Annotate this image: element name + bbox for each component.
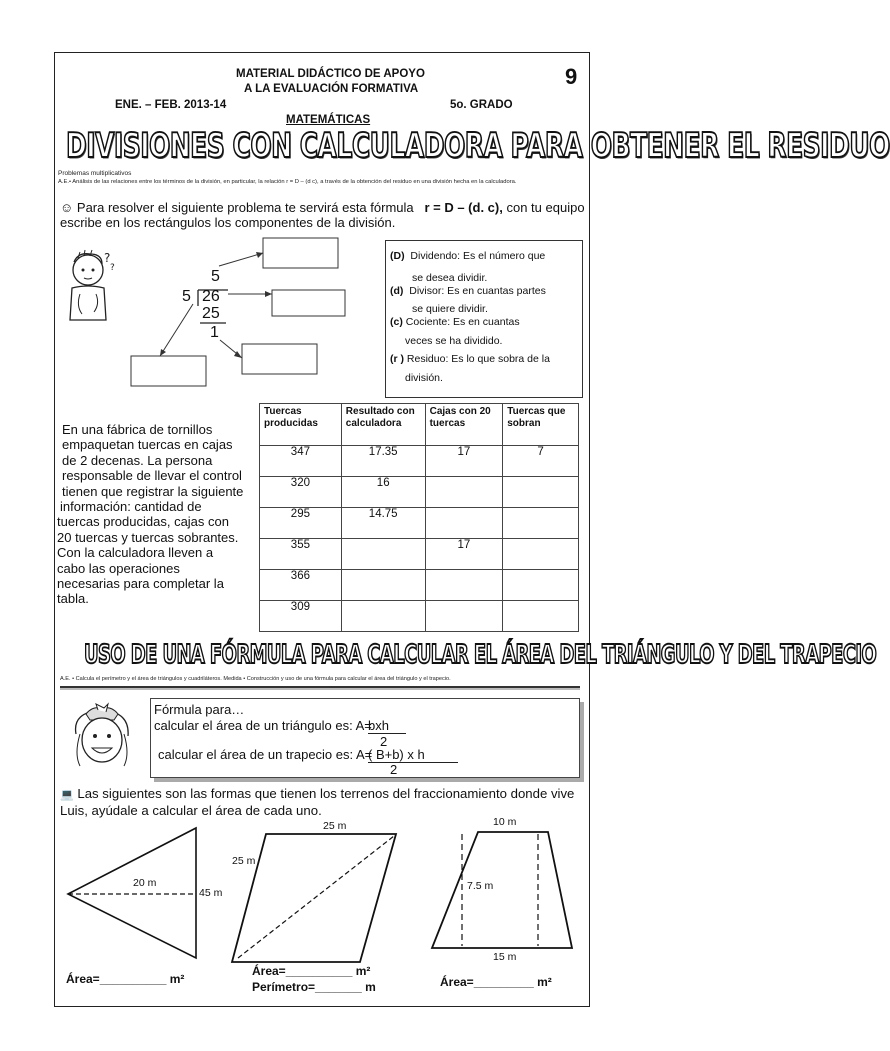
table-cell[interactable] (503, 508, 579, 539)
problem-line: En una fábrica de tornillos (62, 422, 213, 437)
shapes-figure (60, 822, 580, 972)
table-cell: 366 (260, 570, 342, 601)
parallelogram-side-label: 25 m (232, 855, 256, 867)
division-diagram (120, 230, 390, 390)
header-grade: 5o. GRADO (450, 99, 513, 111)
table-cell: 17.35 (341, 446, 425, 477)
trapezoid-formula-text: calcular el área de un trapecio es: A= (158, 747, 373, 762)
definition-remainder-line2: división. (405, 372, 443, 384)
division-product: 25 (202, 305, 220, 322)
triangle-height-label: 45 m (199, 887, 223, 899)
girl-icon (68, 704, 138, 772)
problem-line: tuercas producidas, cajas con (57, 514, 229, 530)
definition-dividend-line2: se desea dividir. (412, 272, 488, 284)
nuts-table (259, 403, 579, 632)
problem-line: 20 tuercas y tuercas sobrantes. (57, 529, 239, 545)
table-header: Cajas con 20 tuercas (425, 404, 503, 446)
problem-line: tienen que registrar la siguiente (62, 483, 244, 499)
trapezoid-height-label: 7.5 m (467, 880, 494, 892)
section1-instruction (60, 200, 585, 230)
trapezoid-formula-numerator: ( B+b) x h (368, 747, 458, 763)
triangle-base-label: 20 m (133, 877, 157, 889)
smiley-icon: ☺ (60, 200, 74, 215)
problem-line: información: cantidad de (60, 499, 202, 515)
svg-text:?: ? (104, 251, 111, 265)
table-row (260, 446, 579, 477)
problem-line: Con la calculadora lleven a (57, 545, 214, 561)
instruction-text: Para resolver el siguiente problema te servirá esta fórmula (76, 200, 414, 215)
table-cell[interactable] (425, 570, 503, 601)
table-cell[interactable]: 14.75 (341, 508, 425, 539)
formula-intro: Fórmula para… (154, 702, 245, 717)
definition-dividend: (D) Dividendo: Es el número que (390, 250, 546, 262)
definition-remainder: (r ) Residuo: Es lo que sobra de la (390, 353, 550, 365)
trapezoid-bottom-label: 15 m (493, 951, 517, 963)
problem-line: cabo las operaciones (57, 560, 180, 576)
definition-quotient-line2: veces se ha dividido. (405, 335, 503, 347)
answer-box-quotient (263, 238, 338, 268)
table-row (260, 477, 579, 508)
table-row (260, 508, 579, 539)
table-cell[interactable]: 7 (503, 446, 579, 477)
parallelogram-area-answer[interactable]: Área=__________ m² (252, 964, 371, 978)
definition-divisor-line2: se quiere dividir. (412, 303, 488, 315)
section1-topic-label: Problemas multiplicativos (58, 170, 132, 177)
problem-line: de 2 decenas. La persona (62, 452, 213, 468)
page-number: 9 (565, 64, 578, 89)
problem-line: responsable de llevar el control (62, 468, 242, 484)
problem-line: tabla. (57, 591, 89, 607)
division-remainder: 1 (210, 324, 219, 341)
section2-title: USO DE UNA FÓRMULA PARA CALCULAR EL ÁREA DEL TRIÁNGULO Y DEL TRAPECIO (84, 640, 877, 671)
definition-quotient: (c) Cociente: Es en cuantas (390, 316, 520, 328)
table-cell[interactable] (425, 477, 503, 508)
table-cell[interactable] (341, 570, 425, 601)
division-divisor: 5 (182, 288, 191, 305)
trapezoid-formula-denominator: 2 (390, 762, 398, 777)
parallelogram-perimeter-answer[interactable]: Perímetro=_______ m (252, 980, 376, 994)
section2-divider (60, 686, 580, 688)
problem-line: empaquetan tuercas en cajas (62, 437, 233, 453)
table-cell: 320 (260, 477, 342, 508)
instruction-end-text: con tu equipo escribe en los rectángulos los componentes de la división. (60, 200, 585, 230)
header-line2: A LA EVALUACIÓN FORMATIVA (244, 83, 419, 95)
table-cell[interactable] (503, 601, 579, 632)
definition-divisor: (d) Divisor: Es en cuantas partes (390, 285, 546, 297)
table-cell: 309 (260, 601, 342, 632)
table-header: Tuercas producidas (260, 404, 342, 446)
table-header: Resultado con calculadora (341, 404, 425, 446)
header-period: ENE. – FEB. 2013-14 (115, 99, 227, 111)
problem-line: necesarias para completar la (57, 576, 224, 592)
table-row (260, 539, 579, 570)
trapezoid-top-label: 10 m (493, 816, 517, 828)
table-cell[interactable]: 17 (425, 539, 503, 570)
section1-title: DIVISIONES CON CALCULADORA PARA OBTENER EL RESIDUO (66, 126, 890, 166)
computer-icon: 💻 (60, 789, 74, 801)
thinking-child-icon (60, 248, 120, 328)
section2-topic-ae: A.E. • Calcula el perímetro y el área de triángulos y cuadriláteros. Medida • Construcción y uso de una fórmula para calcular el área del triángulo y el trapecio. (60, 676, 451, 682)
table-cell[interactable] (503, 539, 579, 570)
trapezoid-shape (432, 832, 572, 948)
table-cell[interactable] (341, 539, 425, 570)
table-cell: 355 (260, 539, 342, 570)
trapezoid-area-answer[interactable]: Área=_________ m² (440, 975, 552, 989)
parallelogram-top-label: 25 m (323, 820, 347, 832)
triangle-shape (68, 828, 196, 958)
division-dividend: 26 (202, 288, 220, 305)
table-cell[interactable] (341, 601, 425, 632)
header-line1: MATERIAL DIDÁCTICO DE APOYO (236, 68, 425, 80)
answer-box-dividend (272, 290, 345, 316)
table-header: Tuercas que sobran (503, 404, 579, 446)
svg-text:?: ? (110, 263, 115, 273)
table-cell[interactable] (503, 570, 579, 601)
table-cell[interactable] (503, 477, 579, 508)
table-row (260, 570, 579, 601)
header-subject: MATEMÁTICAS (286, 114, 371, 126)
answer-box-divisor (131, 356, 206, 386)
table-row (260, 601, 579, 632)
table-cell[interactable] (425, 601, 503, 632)
section2-instruction (60, 786, 586, 818)
table-cell[interactable]: 17 (425, 446, 503, 477)
answer-box-remainder (242, 344, 317, 374)
triangle-formula-text: calcular el área de un triángulo es: A= (154, 718, 372, 733)
triangle-formula-denominator: 2 (380, 734, 388, 749)
triangle-formula-numerator: bxh (368, 718, 406, 734)
problem-text (57, 422, 260, 607)
table-cell: 295 (260, 508, 342, 539)
table-cell: 347 (260, 446, 342, 477)
triangle-area-answer[interactable]: Área=__________ m² (66, 972, 185, 986)
table-cell[interactable]: 16 (341, 477, 425, 508)
division-formula: r = D – (d. c), (424, 200, 503, 215)
section1-topic-ae: A.E.• Análisis de las relaciones entre los términos de la división, en particular, la relación r = D – (d c), a través de la obtención del residuo en una división hecha en la calculadora. (58, 179, 517, 185)
table-cell[interactable] (425, 508, 503, 539)
division-quotient: 5 (211, 268, 220, 285)
section2-instruction-text: Las siguientes son las formas que tienen los terrenos del fraccionamiento donde vive Luis, ayúdale a calcular el área de cada uno. (60, 786, 575, 818)
